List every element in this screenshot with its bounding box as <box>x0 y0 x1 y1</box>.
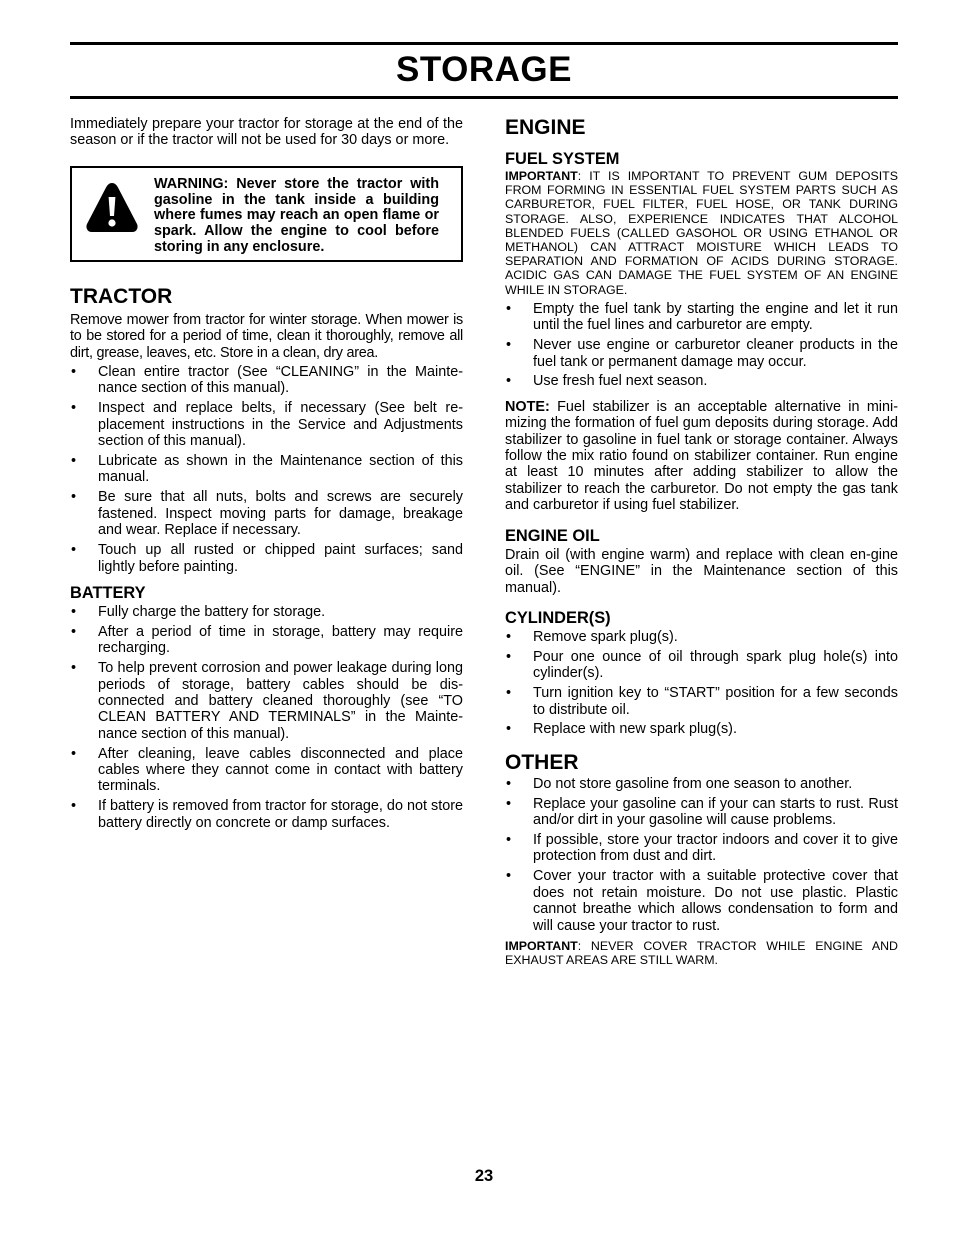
page-title: STORAGE <box>396 50 572 89</box>
battery-heading: BATTERY <box>70 583 146 602</box>
important-text: : IT IS IMPORTANT TO PREVENT GUM DEPOSITS FROM FORMING IN ESSENTIAL FUEL SYSTEM PARTS SUCH AS CARBURETOR, FUEL FILTER, FUEL HOSE, OR TANK DURING STORAGE. ALSO, EXPERIENCE INDICATES THAT ALCOHOL BLENDED FUELS (CALLED GASOHOL OR USING ETHANOL OR METHANOL) CAN ATTRACT MOISTURE WHICH LEADS TO SEPARATION AND FORMATION OF ACIDS DURING STORAGE. ACIDIC GAS CAN DAMAGE THE FUEL SYSTEM OF AN ENGINE WHILE IN STORAGE. <box>505 169 898 297</box>
list-item: • Do not store gasoline from one season to another. <box>505 776 898 792</box>
other-important-notice <box>505 939 898 967</box>
cylinders-heading: CYLINDER(S) <box>505 608 611 627</box>
other-list <box>505 776 898 934</box>
tractor-list <box>70 364 463 575</box>
list-item: • Use fresh fuel next season. <box>505 373 898 389</box>
fuel-system-heading: FUEL SYSTEM <box>505 150 620 168</box>
page-number: 23 <box>474 1167 494 1185</box>
tractor-paragraph: Remove mower from tractor for winter storage. When mower is to be stored for a period of time, clean it thoroughly, remove all dirt, grease, leaves, etc. Store in a clean, dry area. <box>70 311 463 361</box>
engine-oil-paragraph: Drain oil (with engine warm) and replace with clean en-gine oil. (See “ENGINE” in the Maintenance section of this manual). <box>505 546 898 596</box>
list-item: • Empty the fuel tank by starting the engine and let it run until the fuel lines and carburetor are empty. <box>505 301 898 334</box>
note-label: NOTE: <box>505 398 550 415</box>
list-item: • Lubricate as shown in the Maintenance section of this manual. <box>70 453 463 486</box>
intro-paragraph: Immediately prepare your tractor for storage at the end of the season or if the tractor will not be used for 30 days or more. <box>70 116 463 149</box>
title-top-rule <box>70 42 898 45</box>
engine-heading: ENGINE <box>505 116 586 139</box>
list-item: • After a period of time in storage, battery may require recharging. <box>70 624 463 657</box>
cylinders-list <box>505 629 898 738</box>
tractor-heading: TRACTOR <box>70 284 173 308</box>
important-text: : NEVER COVER TRACTOR WHILE ENGINE AND EXHAUST AREAS ARE STILL WARM. <box>505 939 898 968</box>
title-bottom-rule <box>70 96 898 99</box>
list-item: • Pour one ounce of oil through spark plug hole(s) into cylinder(s). <box>505 649 898 682</box>
list-item: • Inspect and replace belts, if necessary (See belt re-placement instructions in the Service and Adjustments section of this manual). <box>70 400 463 449</box>
fuel-system-list <box>505 301 898 390</box>
list-item: • If possible, store your tractor indoors and cover it to give protection from dust and dirt. <box>505 832 898 865</box>
fuel-stabilizer-note <box>505 399 898 514</box>
list-item: • Cover your tractor with a suitable protective cover that does not retain moisture. Do not use plastic. Plastic cannot breathe which allows condensation to form and will cause your tractor to rust. <box>505 868 898 934</box>
list-item: • Be sure that all nuts, bolts and screws are securely fastened. Inspect moving parts for damage, breakage and wear. Replace if necessary. <box>70 489 463 538</box>
important-label: IMPORTANT <box>505 169 578 183</box>
engine-oil-heading: ENGINE OIL <box>505 526 600 545</box>
list-item: • Replace with new spark plug(s). <box>505 721 898 737</box>
list-item: • If battery is removed from tractor for storage, do not store battery directly on concrete or damp surfaces. <box>70 798 463 831</box>
list-item: • Touch up all rusted or chipped paint surfaces; sand lightly before painting. <box>70 542 463 575</box>
other-heading: OTHER <box>505 750 579 774</box>
warning-icon <box>84 180 140 236</box>
list-item: • Clean entire tractor (See “CLEANING” in the Mainte-nance section of this manual). <box>70 364 463 397</box>
fuel-important-notice <box>505 169 898 297</box>
warning-text: WARNING: Never store the tractor with gasoline in the tank inside a building where fumes may reach an open flame or spark. Allow the engine to cool before storing in any enclosure. <box>154 175 439 255</box>
right-column <box>505 116 898 967</box>
list-item: • Never use engine or carburetor cleaner products in the fuel tank or permanent damage may occur. <box>505 337 898 370</box>
warning-box <box>70 166 463 262</box>
important-label: IMPORTANT <box>505 939 578 954</box>
battery-list <box>70 604 463 831</box>
note-text: Fuel stabilizer is an acceptable alternative in mini-mizing the formation of fuel gum deposits during storage. Add stabilizer to gasoline in fuel tank or storage container. Always follow the mix ratio found on stabilizer container. Run engine at least 10 minutes after adding stabilizer to allow the stabilizer to reach the carburetor. Do not empty the gas tank and carburetor if using fuel stabilizer. <box>505 398 898 514</box>
list-item: • Replace your gasoline can if your can starts to rust. Rust and/or dirt in your gasoline will cause problems. <box>505 796 898 829</box>
list-item: • Fully charge the battery for storage. <box>70 604 463 620</box>
list-item: • To help prevent corrosion and power leakage during long periods of storage, battery cables should be dis-connected and battery cleaned thoroughly (see “TO CLEAN BATTERY AND TERMINALS” in the Mainte-nance section of this manual). <box>70 660 463 742</box>
list-item: • Turn ignition key to “START” position for a few seconds to distribute oil. <box>505 685 898 718</box>
left-column <box>70 116 463 835</box>
list-item: • Remove spark plug(s). <box>505 629 898 645</box>
list-item: • After cleaning, leave cables disconnected and place cables where they cannot come in contact with battery terminals. <box>70 746 463 795</box>
